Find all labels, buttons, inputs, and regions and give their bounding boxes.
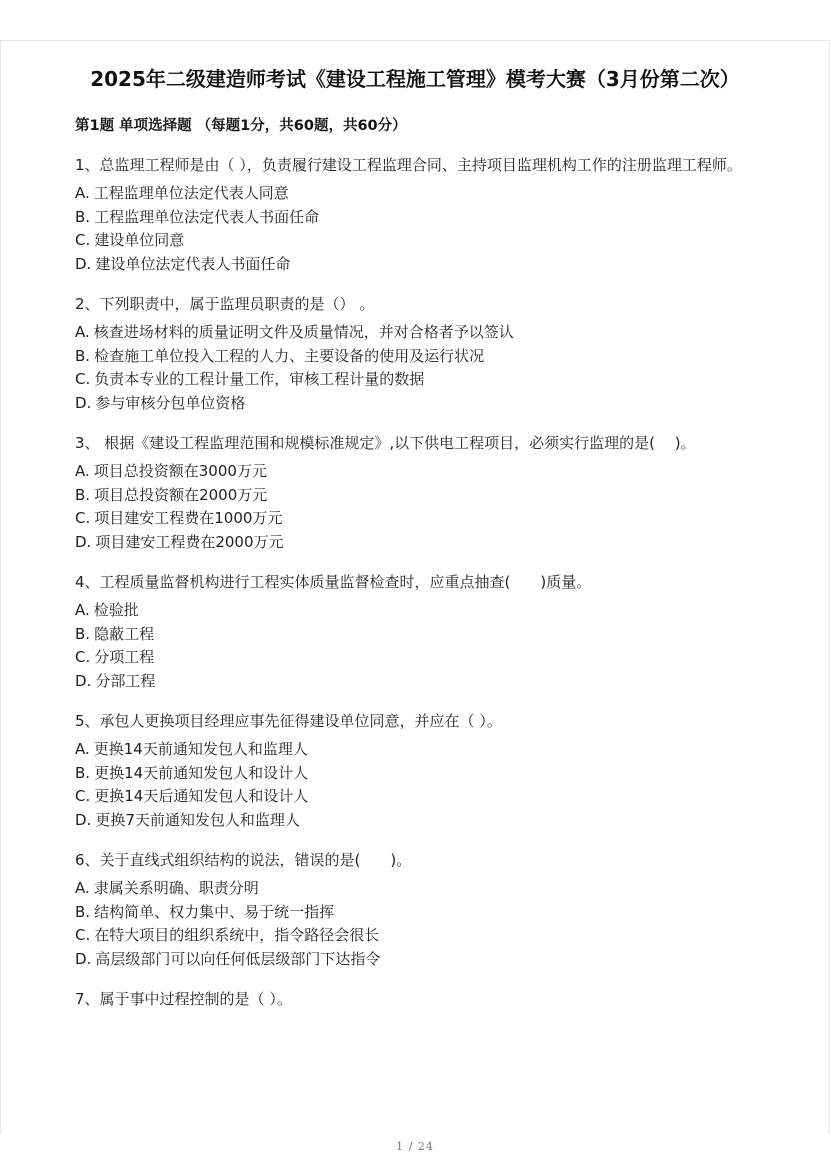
question-3	[75, 432, 755, 554]
option-text: 在特大项目的组织系统中，指令路径会很长	[94, 926, 380, 944]
question-stem: 1、总监理工程师是由（ ），负责履行建设工程监理合同、主持项目监理机构工作的注册监理工程师。	[75, 156, 742, 174]
option-a	[75, 321, 755, 345]
page-indicator: 1 / 24	[396, 1140, 434, 1153]
option-text: 隐蔽工程	[94, 624, 155, 643]
option-text: 分项工程	[94, 648, 155, 666]
option-text: 建设单位法定代表人书面任命	[95, 254, 291, 273]
question-4	[75, 571, 755, 693]
question-stem: 6、关于直线式组织结构的说法，错误的是( )。	[75, 851, 412, 869]
option-text: 项目建安工程费在1000万元	[94, 509, 283, 527]
option-text: 隶属关系明确、职责分明	[93, 879, 259, 897]
option-letter: B.	[75, 346, 91, 365]
option-text: 结构简单、权力集中、易于统一指挥	[94, 902, 335, 921]
question-stem: 5、承包人更换项目经理应事先征得建设单位同意，并应在（ ）。	[75, 712, 502, 730]
document-page	[0, 40, 830, 1134]
option-c	[75, 785, 755, 809]
document-title: 2025年二级建造师考试《建设工程施工管理》模考大赛（3月份第二次）	[90, 67, 740, 91]
option-letter: A.	[75, 601, 90, 619]
option-text: 项目总投资额在2000万元	[94, 485, 268, 504]
option-a	[75, 460, 755, 484]
option-letter: D.	[75, 671, 92, 690]
page-content	[75, 65, 755, 1016]
question-stem: 4、工程质量监督机构进行工程实体质量监督检查时，应重点抽查( )质量。	[75, 573, 592, 591]
option-letter: C.	[75, 787, 91, 805]
option-a	[75, 877, 755, 901]
option-text: 更换7天前通知发包人和监理人	[95, 810, 300, 829]
option-letter: C.	[75, 926, 91, 944]
question-6	[75, 849, 755, 971]
option-letter: C.	[75, 648, 91, 666]
option-a	[75, 599, 755, 623]
option-letter: D.	[75, 393, 92, 412]
option-text: 负责本专业的工程计量工作，审核工程计量的数据	[94, 370, 425, 388]
question-stem: 3、 根据《建设工程监理范围和规模标准规定》,以下供电工程项目，必须实行监理的是( )。	[75, 434, 696, 452]
option-text: 更换14天后通知发包人和设计人	[94, 787, 309, 805]
option-letter: B.	[75, 207, 91, 226]
option-text: 工程监理单位法定代表人书面任命	[94, 207, 320, 226]
option-text: 参与审核分包单位资格	[95, 393, 246, 412]
section-heading: 第1题 单项选择题 （每题1分，共60题，共60分）	[75, 118, 407, 134]
option-d	[75, 392, 755, 416]
option-b	[75, 484, 755, 508]
option-letter: A.	[75, 184, 90, 202]
question-7	[75, 988, 755, 1010]
option-text: 项目建安工程费在2000万元	[95, 532, 284, 551]
option-d	[75, 253, 755, 277]
option-letter: C.	[75, 231, 91, 249]
question-1	[75, 154, 755, 276]
question-5	[75, 710, 755, 832]
option-d	[75, 809, 755, 833]
option-c	[75, 507, 755, 531]
question-stem: 2、下列职责中，属于监理员职责的是（） 。	[75, 295, 375, 313]
option-letter: D.	[75, 532, 92, 551]
option-text: 建设单位同意	[94, 231, 185, 249]
option-c	[75, 368, 755, 392]
option-c	[75, 924, 755, 948]
option-text: 更换14天前通知发包人和监理人	[93, 740, 308, 758]
option-letter: B.	[75, 902, 91, 921]
option-b	[75, 762, 755, 786]
option-text: 工程监理单位法定代表人同意	[93, 184, 289, 202]
option-b	[75, 623, 755, 647]
option-text: 核查进场材料的质量证明文件及质量情况，并对合格者予以签认	[93, 323, 514, 341]
option-letter: D.	[75, 254, 92, 273]
option-letter: C.	[75, 370, 91, 388]
option-d	[75, 670, 755, 694]
option-d	[75, 948, 755, 972]
option-letter: A.	[75, 879, 90, 897]
option-letter: A.	[75, 462, 90, 480]
option-letter: C.	[75, 509, 91, 527]
option-a	[75, 182, 755, 206]
option-letter: D.	[75, 810, 92, 829]
option-text: 项目总投资额在3000万元	[93, 462, 267, 480]
option-letter: B.	[75, 485, 91, 504]
option-b	[75, 345, 755, 369]
option-letter: B.	[75, 763, 91, 782]
option-letter: A.	[75, 323, 90, 341]
option-a	[75, 738, 755, 762]
option-c	[75, 646, 755, 670]
option-d	[75, 531, 755, 555]
option-b	[75, 901, 755, 925]
option-letter: B.	[75, 624, 91, 643]
option-text: 分部工程	[95, 671, 156, 690]
option-c	[75, 229, 755, 253]
option-b	[75, 206, 755, 230]
option-text: 高层级部门可以向任何低层级部门下达指令	[95, 949, 381, 968]
question-stem: 7、属于事中过程控制的是（ ）。	[75, 990, 292, 1008]
question-2	[75, 293, 755, 415]
option-text: 更换14天前通知发包人和设计人	[94, 763, 309, 782]
option-letter: A.	[75, 740, 90, 758]
option-letter: D.	[75, 949, 92, 968]
option-text: 检验批	[93, 601, 139, 619]
option-text: 检查施工单位投入工程的人力、主要设备的使用及运行状况	[94, 346, 485, 365]
